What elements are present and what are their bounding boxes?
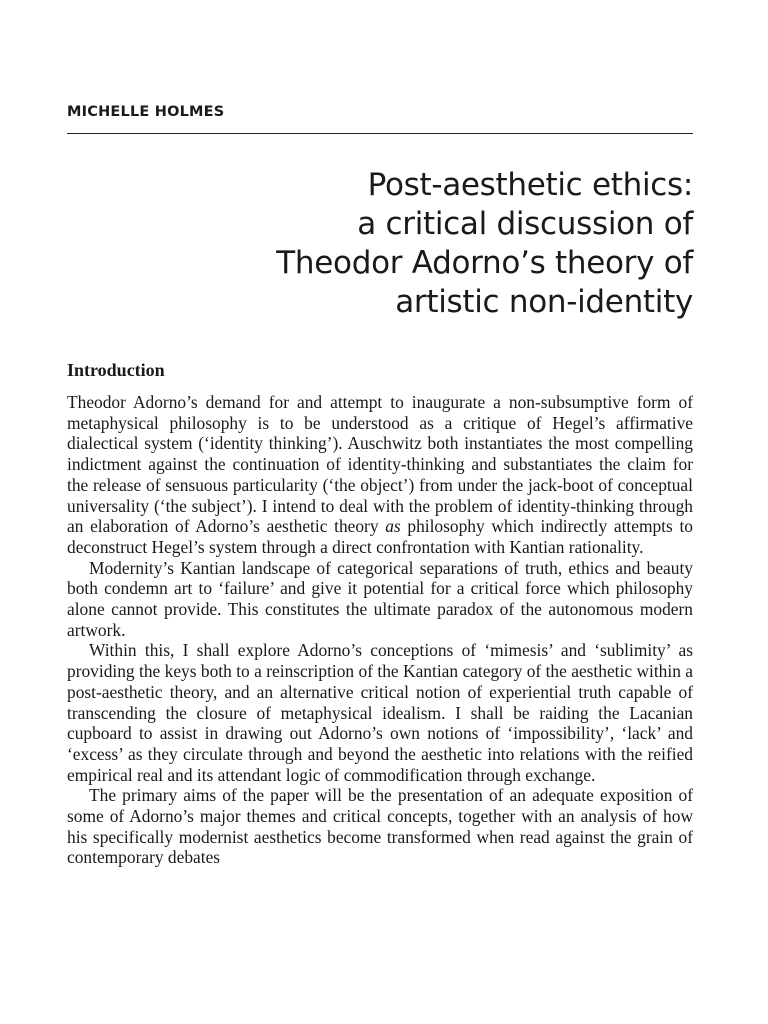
body-text [67, 392, 693, 868]
title-line: a critical discussion of [357, 206, 693, 242]
paragraph-1 [67, 392, 693, 558]
paper-page [67, 0, 693, 1024]
paragraph-1-emphasis: as [385, 516, 401, 537]
paragraph-2: Modernity’s Kantian landscape of categorical separations of truth, ethics and beauty both condemn art to ‘failure’ and give it potential for a critical force which philosophy alone cannot provide. This constitutes the ultimate paradox of the autonomous modern artwork. [67, 557, 693, 640]
paragraph-4: The primary aims of the paper will be the presentation of an adequate exposition of some of Adorno’s major themes and critical concepts, together with an analysis of how his specifically modernist aesthetics become transformed when read against the grain of contemporary debates [67, 785, 693, 868]
paragraph-3: Within this, I shall explore Adorno’s conceptions of ‘mimesis’ and ‘sublimity’ as providing the keys both to a reinscription of the Kantian category of the aesthetic within a post-aesthetic theory, and an alternative critical notion of experiential truth capable of transcending the closure of metaphysical idealism. I shall be raiding the Lacanian cupboard to assist in drawing out Adorno’s own notions of ‘impossibility’, ‘lack’ and ‘excess’ as they circulate through and beyond the aesthetic into relations with the reified empirical real and its attendant logic of commodification through exchange. [67, 640, 693, 785]
title-line: artistic non-identity [395, 284, 693, 320]
paragraph-1-text-b: philosophy which indirectly attempts to deconstruct Hegel’s system through a direct confrontation with Kantian rationality. [67, 516, 693, 557]
title-line: Theodor Adorno’s theory of [276, 245, 693, 281]
running-header-author: MICHELLE HOLMES [67, 104, 225, 120]
title-line: Post-aesthetic ethics: [367, 167, 693, 203]
article-title [133, 166, 693, 322]
paragraph-1-text-a: Theodor Adorno’s demand for and attempt to inaugurate a non-subsumptive form of metaphysical philosophy is to be understood as a critique of Hegel’s affirmative dialectical system (‘identity thinking’). Auschwitz both instantiates the most compelling indictment against the continuation of identity-thinking and substantiates the claim for the release of sensuous particularity (‘the object’) from under the jack-boot of conceptual universality (‘the subject’). I intend to deal with the problem of identity-thinking through an elaboration of Adorno’s aesthetic theory [67, 392, 693, 537]
header-rule [67, 133, 693, 134]
section-heading: Introduction [67, 360, 165, 380]
